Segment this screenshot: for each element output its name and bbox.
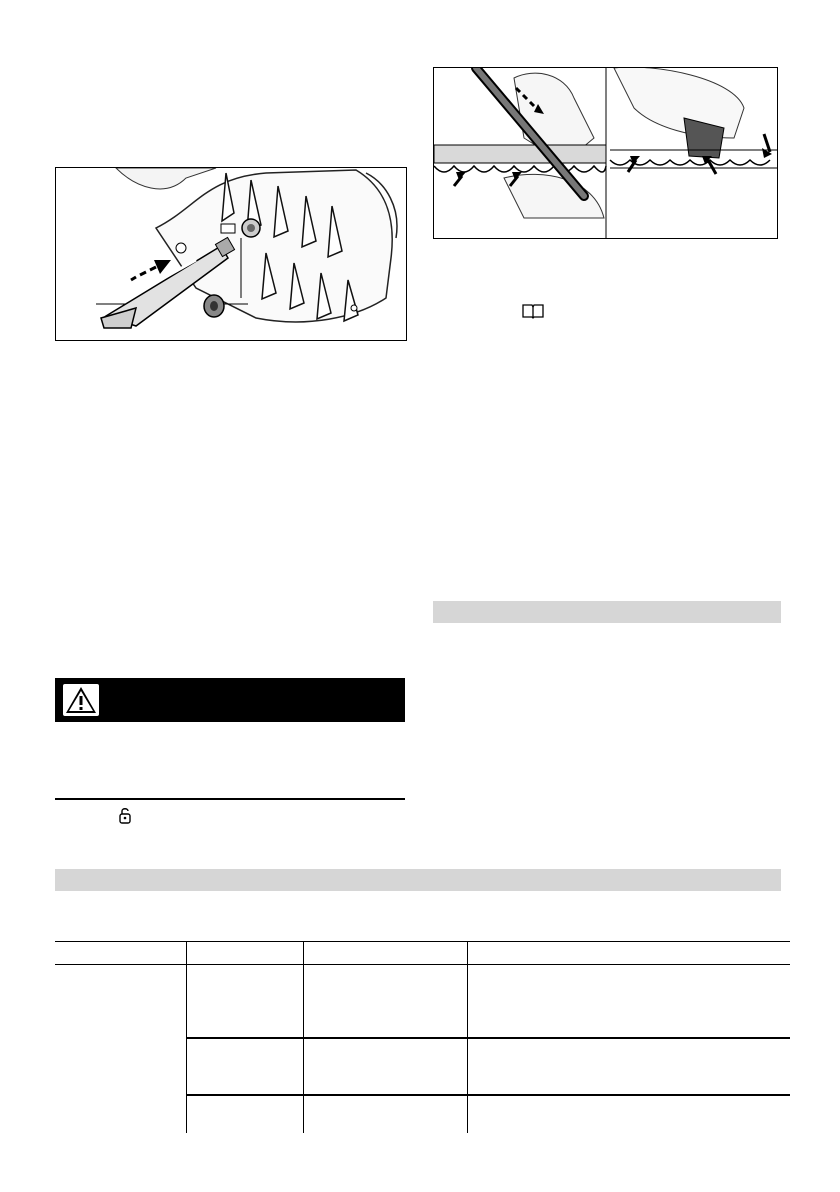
warning-triangle-icon [63, 684, 99, 716]
table-header-row [55, 942, 790, 965]
table-cell [467, 1038, 790, 1096]
book-icon [522, 303, 544, 319]
table-cell [467, 965, 790, 1038]
table-cell [303, 1038, 467, 1096]
section-divider [55, 798, 405, 800]
blade-sharpening-figure [433, 67, 778, 239]
section-band-troubleshooting [55, 869, 781, 891]
table-header-cell [467, 942, 790, 965]
table-header-cell [186, 942, 303, 965]
unlock-icon [118, 806, 132, 824]
table-row [55, 965, 790, 1038]
table-cell [186, 1038, 303, 1096]
table-cell [55, 965, 186, 1134]
table-header-cell [55, 942, 186, 965]
section-band-right [433, 601, 781, 623]
table-cell [303, 1095, 467, 1133]
warning-banner [55, 678, 405, 722]
table-cell [186, 1095, 303, 1133]
table-cell [467, 1095, 790, 1133]
table-cell [303, 965, 467, 1038]
troubleshooting-table [55, 941, 790, 1133]
table-header-cell [303, 942, 467, 965]
table-cell [186, 965, 303, 1038]
grease-application-figure [55, 167, 407, 341]
